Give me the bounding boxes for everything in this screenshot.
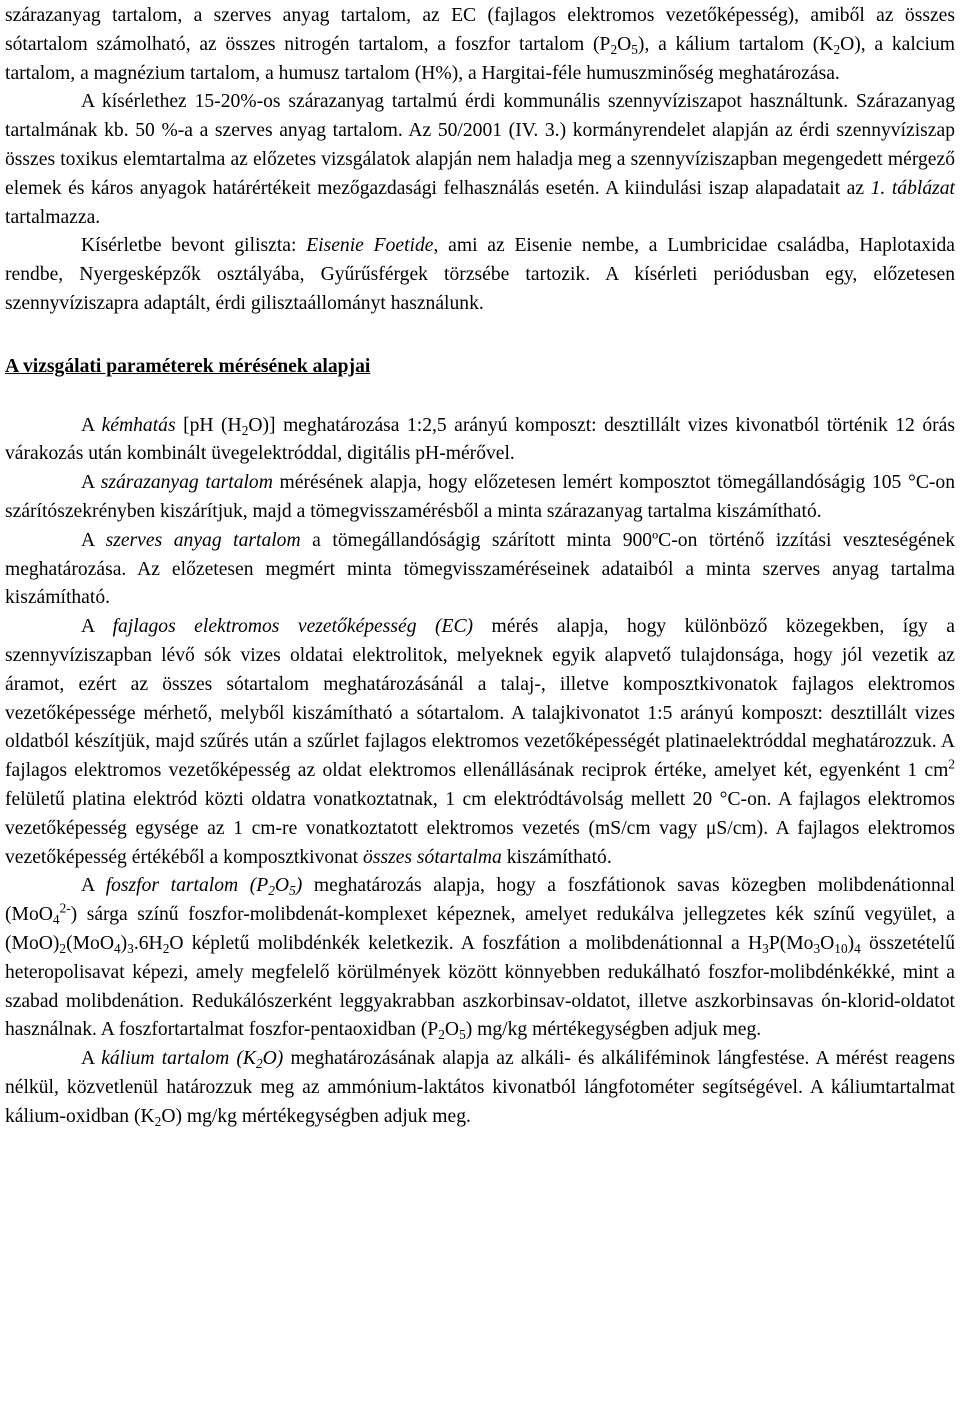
species-name: Eisenie Foetide <box>306 235 434 257</box>
dry-matter-paragraph: A szárazanyag tartalom mérésének alapja, hogy előzetesen lemért komposztot tömegállandóságig 105 °C-on szárítószekrényben kiszárítjuk, majd a tömegvisszamérésből a minta szárazanyag tartalma kiszámítható. <box>5 472 956 522</box>
earthworm-paragraph: Kísérletbe bevont giliszta: Eisenie Foetide, ami az Eisenie nembe, a Lumbricidae családba, Haplotaxida rendbe, Nyergesképzők osztályába, Gyűrűsférgek törzsébe tartozik. A kísérleti periódusban egy, előzetesen szennyvíziszapra adaptált, érdi gilisztaállományt használunk. <box>5 235 955 314</box>
intro-paragraph: szárazanyag tartalom, a szerves anyag tartalom, az EC (fajlagos elektromos vezetőképesség), amiből az összes sótartalom számolható, az összes nitrogén tartalom, a foszfor tartalom $(P_2O_5)$, a kálium tartalom $(K_2O)$, a kalcium tartalom, a magnézium tartalom, a humusz tartalom (H%), a Hargitai-féle humuszminőség meghatározása. <box>5 5 955 84</box>
organic-matter-paragraph: A szerves anyag tartalom a tömegállandóságig szárított minta 900ºC-on történő izzítási veszteségének meghatározása. Az előzetesen megmért minta tömegvisszaméréseinek adataiból a minta szerves anyag tartalma kiszámítható. <box>5 529 955 609</box>
document-page <box>5 2 955 1131</box>
sludge-paragraph: A kísérlethez 15-20%-os szárazanyag tartalmú érdi kommunális szennyvíziszapot használtunk. Szárazanyag tartalmának kb. 50 %-a a szerves anyag tartalom. Az 50/2001 (IV. 3.) kormányrendelet alapján az érdi szennyvíziszap összes toxikus elemtartalma az előzetes vizsgálatok alapján nem haladja meg a szennyvíziszapban megengedett mérgező elemek és káros anyagok határértékeit mezőgazdasági felhasználás esetén. A kiindulási iszap alapadatait az 1. táblázat tartalmazza. <box>5 91 955 228</box>
section-heading: A vizsgálati paraméterek mérésének alapjai <box>5 355 371 377</box>
ec-paragraph: A fajlagos elektromos vezetőképesség (EC) mérés alapja, hogy különböző közegekben, így a szennyvíziszapban lévő sók vizes oldatai elektrolitok, melyeknek egyik alapvető tulajdonsága, hogy jól vezetik az áramot, ezért az összes sótartalom meghatározásánál a talaj-, illetve komposztkivonatok fajlagos elektromos vezetőképessége mérhető, melyből kiszámítható a sótartalom. A talajkivonatot 1:5 arányú komposzt: desztillált vizes oldatból készítjük, majd szűrés után a szűrlet fajlagos elektromos vezetőképességét platinaelektróddal meghatározzuk. A fajlagos elektromos vezetőképesség az oldat elektromos ellenállásának reciprok értéke, amelyet két, egyenként 1 $cm^2$ felületű platina elektród közti oldatra vonatkoztatnak, 1 cm elektródtávolság mellett 20 °C-on. A fajlagos elektromos vezetőképesség egysége az 1 cm-re vonatkoztatott elektromos vezetés (mS/cm vagy μS/cm). A fajlagos elektromos vezetőképesség értékéből a komposztkivonat összes sótartalma kiszámítható. <box>5 616 956 868</box>
phosphorus-paragraph: A foszfor tartalom $(P_2O_5)$ meghatározás alapja, hogy a foszfátionok savas közegben molibdenátionnal (MoO$_4^{2-}$) sárga színű foszfor-molibdenát-komplexet képeznek, amelyet redukálva jellegzetes kék színű vegyület, a $(MoO)_2(MoO_4)_3.6H_2O$ képletű molibdénkék keletkezik. A foszfátion a molibdenátionnal a $H_3P(Mo_3O_{10})_4$ összetételű heteropolisavat képezi, amely megfelelő körülmények között könnyebben redukálható foszfor-molibdénkékké, mint a szabad molibdenátion. Redukálószerként leggyakrabban aszkorbinsav-oldatot, illetve aszkorbinsavas ón-klorid-oldatot használnak. A foszfortartalmat foszfor-pentaoxidban $(P_2O_5)$ mg/kg mértékegységben adjuk meg. <box>5 875 955 1043</box>
table-reference: 1. táblázat <box>870 177 955 199</box>
potassium-paragraph: A kálium tartalom $(K_2O)$ meghatározásának alapja az alkáli- és alkáliféminok lángfestése. A mérést reagens nélkül, közvetlenül határozzuk meg az ammónium-laktátos kivonatból lángfotométer segítségével. A káliumtartalmat kálium-oxidban $(K_2O)$ mg/kg mértékegységben adjuk meg. <box>5 1048 955 1129</box>
ph-paragraph: A kémhatás [pH $(H_2O)$] meghatározása 1:2,5 arányú komposzt: desztillált vizes kivonatból történik 12 órás várakozás után kombinált üvegelektróddal, digitális pH-mérővel. <box>5 414 955 465</box>
